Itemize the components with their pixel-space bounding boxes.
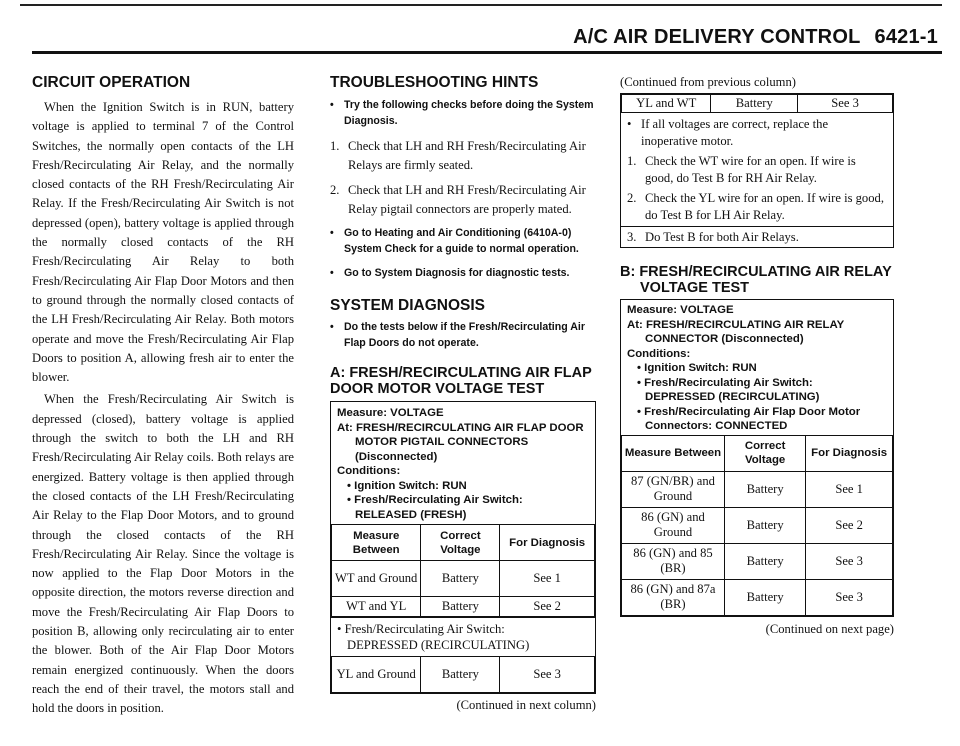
test-a-heading: A: FRESH/RECIRCULATING AIR FLAP DOOR MOTOR VOLTAGE TEST	[330, 365, 592, 397]
condition-item: • Fresh/Recirculating Air Switch:	[347, 494, 523, 506]
col-header: Measure Between	[332, 525, 421, 561]
condition-item: • Ignition Switch: RUN	[347, 479, 467, 492]
table-header-row	[332, 525, 595, 561]
step-item: 2. Check that LH and RH Fresh/Recirculating Air Relay pigtail connectors are properly mated.	[330, 183, 586, 216]
circuit-operation-column	[32, 74, 294, 719]
bullet-item: • If all voltages are correct, replace the inoperative motor.	[627, 117, 829, 148]
table-cell: Battery	[421, 597, 500, 617]
troubleshooting-bullets	[330, 97, 596, 129]
test-a-table	[331, 524, 595, 617]
table-cell: 86 (GN) and 87a (BR)	[622, 579, 725, 615]
table-row	[332, 561, 595, 597]
test-b-conditions	[621, 300, 893, 435]
header-rule	[32, 51, 942, 54]
continued-from-note: (Continued from previous column)	[620, 75, 796, 89]
table-cell: See 3	[798, 95, 893, 113]
table-cell: YL and WT	[622, 95, 711, 113]
condition-item-cont: DEPRESSED (RECIRCULATING)	[645, 391, 820, 403]
measure-label: Measure: VOLTAGE	[627, 304, 734, 316]
step-item: 1. Check that LH and RH Fresh/Recirculating Air Relays are firmly seated.	[330, 139, 586, 172]
page-number: 6421-1	[874, 26, 938, 48]
troubleshooting-column	[330, 74, 596, 713]
table-cell: See 1	[500, 561, 595, 597]
table-cell: 86 (GN) and 85 (BR)	[622, 543, 725, 579]
bullet-item: • Do the tests below if the Fresh/Recirculating Air Flap Doors do not operate.	[330, 319, 596, 351]
test-a-box	[330, 401, 596, 694]
table-row	[622, 95, 893, 113]
table-cell: See 2	[806, 507, 893, 543]
col-header: Correct Voltage	[724, 435, 805, 471]
step-item: 2. Check the YL wire for an open. If wire is good, do Test B for LH Air Relay.	[627, 191, 884, 222]
table-row	[622, 471, 893, 507]
table-row	[332, 657, 595, 693]
circuit-operation-heading: CIRCUIT OPERATION	[32, 74, 191, 91]
table-header-row	[622, 435, 893, 471]
troubleshooting-heading: TROUBLESHOOTING HINTS	[330, 74, 539, 91]
table-row	[332, 597, 595, 617]
table-cell: Battery	[724, 471, 805, 507]
bullet-item: • Go to Heating and Air Conditioning (6410A-0) System Check for a guide to normal operation.	[330, 225, 596, 257]
test-b-box	[620, 299, 894, 617]
measure-label: Measure: VOLTAGE	[337, 407, 444, 419]
conditions-label: Conditions:	[337, 465, 401, 477]
page-header	[573, 26, 938, 49]
step-item: 3. Do Test B for both Air Relays.	[621, 226, 893, 247]
section-title: A/C AIR DELIVERY CONTROL	[573, 26, 861, 48]
top-rule	[20, 4, 942, 6]
table-cell: WT and Ground	[332, 561, 421, 597]
test-a-table-2	[331, 656, 595, 693]
table-cell: See 1	[806, 471, 893, 507]
table-cell: See 2	[500, 597, 595, 617]
test-a-conditions	[331, 402, 595, 524]
col-header: For Diagnosis	[500, 525, 595, 561]
table-cell: Battery	[724, 579, 805, 615]
circuit-paragraph-2: When the Fresh/Recirculating Air Switch is depressed (closed), battery voltage is applied through the switch to both the LH and RH Fresh/Recirculating Air Relay coils. Both relays are energized. Battery voltage is then applied through the closed contacts of the LH Fresh/Recirculating Air Relay to the Flap Door Motors, and to ground through the closed contacts of the RH Fresh/Recirculating Air Relay. Since the voltage is now applied to the Flap Door Motors in the opposite direction, the motors reverse direction and move the Fresh/Recirculating Air Flap Doors to position B, allowing only recirculating air to enter the blower. Both of the Air Flap Door Motors remain energized continuously. When the doors reach the end of their travel, the motors stall and hold the doors in position.	[32, 392, 294, 716]
condition-item: • Fresh/Recirculating Air Flap Door Motor	[637, 405, 861, 418]
at-label-cont: CONNECTOR (Disconnected)	[645, 333, 804, 345]
table-cell: Battery	[724, 543, 805, 579]
table-cell: Battery	[711, 95, 798, 113]
circuit-paragraph-1: When the Ignition Switch is in RUN, battery voltage is applied to terminal 7 of the Control Switches, the normally open contacts of the LH Fresh/Recirculating Air Relay, and the normally closed contacts of the RH Fresh/Recirculating Air Relay. If the Fresh/Recirculating Air Switch is not depressed (open), battery voltage is applied through the normally closed contacts of the RH Fresh/Recirculating Air Relay to both Fresh/Recirculating Air Flap Door Motors and then to ground through the normally closed contacts of the LH Fresh/Recirculating Air Relay. Both motors operate and move the Fresh/Recirculating Air Flap Doors to position A, allowing fresh air to enter the blower.	[32, 100, 294, 385]
table-cell: See 3	[806, 543, 893, 579]
bullet-item: • Try the following checks before doing the System Diagnosis.	[330, 97, 596, 129]
table-cell: See 3	[806, 579, 893, 615]
test-b-heading: B: FRESH/RECIRCULATING AIR RELAY VOLTAGE TEST	[620, 264, 892, 296]
condition-item-cont: RELEASED (FRESH)	[355, 508, 467, 521]
condition-item: • Ignition Switch: RUN	[637, 362, 757, 374]
continued-note: (Continued in next column)	[456, 698, 596, 712]
at-label: At: FRESH/RECIRCULATING AIR FLAP DOOR	[337, 421, 584, 434]
col-header: Correct Voltage	[421, 525, 500, 561]
at-label-cont: MOTOR PIGTAIL CONNECTORS	[355, 436, 529, 448]
table-row	[622, 543, 893, 579]
table-cell: Battery	[421, 561, 500, 597]
continued-table	[621, 94, 893, 113]
bullet-item: • Go to System Diagnosis for diagnostic tests.	[330, 265, 596, 281]
table-cell: YL and Ground	[332, 657, 421, 693]
troubleshooting-bullets-2	[330, 225, 596, 281]
table-cell: 87 (GN/BR) and Ground	[622, 471, 725, 507]
condition-item: • Fresh/Recirculating Air Switch:	[637, 376, 813, 389]
continued-column	[620, 74, 894, 637]
table-cell: Battery	[724, 507, 805, 543]
conditions-label: Conditions:	[627, 347, 691, 360]
continued-box	[620, 93, 894, 248]
table-row	[622, 579, 893, 615]
condition-item-cont: Connectors: CONNECTED	[645, 420, 788, 432]
troubleshooting-steps	[330, 137, 596, 219]
table-cell: 86 (GN) and Ground	[622, 507, 725, 543]
system-diagnosis-heading: SYSTEM DIAGNOSIS	[330, 297, 486, 314]
col-header: Measure Between	[622, 435, 725, 471]
system-diagnosis-bullets	[330, 319, 596, 351]
col-header: For Diagnosis	[806, 435, 893, 471]
continued-note: (Continued on next page)	[765, 621, 894, 636]
continued-notes	[621, 113, 893, 226]
test-a-condition-2: • Fresh/Recirculating Air Switch: DEPRESSED (RECIRCULATING)	[331, 617, 595, 656]
step-item: 1. Check the WT wire for an open. If wire is good, do Test B for RH Air Relay.	[627, 154, 856, 185]
at-label: At: FRESH/RECIRCULATING AIR RELAY	[627, 318, 845, 331]
table-cell: See 3	[500, 657, 595, 693]
table-cell: Battery	[421, 657, 500, 693]
test-b-table	[621, 435, 893, 616]
table-cell: WT and YL	[332, 597, 421, 617]
at-label-cont: (Disconnected)	[355, 450, 438, 463]
table-row	[622, 507, 893, 543]
